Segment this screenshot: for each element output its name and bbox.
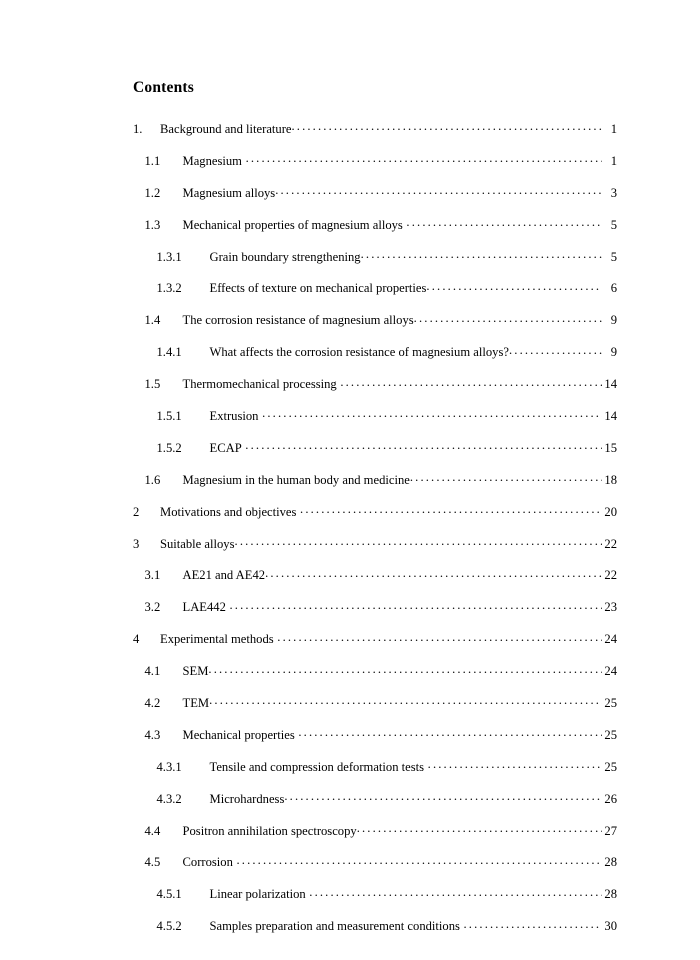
toc-entry-label: Magnesium in the human body and medicine bbox=[182, 472, 410, 487]
toc-entry-number: 4.5.1 bbox=[156, 887, 182, 902]
toc-entry[interactable] bbox=[133, 752, 617, 784]
toc-entry-label: Extrusion bbox=[209, 409, 259, 424]
toc-entry[interactable] bbox=[133, 273, 617, 305]
toc-entry-label: ECAP bbox=[209, 440, 242, 455]
toc-entry-page-number: 5 bbox=[610, 249, 617, 264]
toc-dot-leader bbox=[361, 248, 602, 261]
toc-dot-leader bbox=[265, 567, 601, 580]
toc-entry-label: Grain boundary strengthening bbox=[209, 249, 361, 264]
toc-entry-page-number: 28 bbox=[604, 855, 617, 870]
toc-dot-leader bbox=[235, 535, 602, 548]
toc-dot-leader bbox=[464, 918, 602, 931]
toc-entry-label: Linear polarization bbox=[209, 887, 306, 902]
toc-entry[interactable] bbox=[133, 624, 617, 656]
toc-entry[interactable] bbox=[133, 114, 617, 146]
toc-entry-number: 4.2 bbox=[144, 696, 161, 711]
toc-entry-label: Mechanical properties of magnesium alloys bbox=[182, 217, 403, 232]
toc-entry[interactable] bbox=[133, 465, 617, 497]
toc-entry-page-number: 9 bbox=[610, 345, 617, 360]
toc-entry-number: 1.5 bbox=[144, 377, 161, 392]
toc-dot-leader bbox=[284, 790, 601, 803]
toc-dot-leader bbox=[245, 439, 601, 452]
toc-dot-leader bbox=[340, 376, 601, 389]
toc-entry-number: 1.1 bbox=[144, 153, 161, 168]
toc-dot-leader bbox=[291, 120, 601, 133]
toc-dot-leader bbox=[428, 758, 602, 771]
toc-entry-page-number: 25 bbox=[604, 696, 617, 711]
toc-entry[interactable] bbox=[133, 210, 617, 242]
toc-entry[interactable] bbox=[133, 433, 617, 465]
toc-entry-number: 1.3 bbox=[144, 217, 161, 232]
toc-entry-label: The corrosion resistance of magnesium alloys bbox=[182, 313, 414, 328]
toc-entry-label: LAE442 bbox=[182, 600, 226, 615]
toc-entry-page-number: 14 bbox=[604, 377, 617, 392]
toc-entry-page-number: 18 bbox=[604, 472, 617, 487]
toc-entry-label: TEM bbox=[182, 696, 210, 711]
toc-entry-page-number: 25 bbox=[604, 759, 617, 774]
toc-dot-leader bbox=[426, 280, 601, 293]
toc-entry-label: Suitable alloys bbox=[160, 536, 235, 551]
toc-entry-label: What affects the corrosion resistance of magnesium alloys? bbox=[209, 345, 509, 360]
toc-entry-number: 1.6 bbox=[144, 472, 161, 487]
toc-entry[interactable] bbox=[133, 720, 617, 752]
toc-entry[interactable] bbox=[133, 369, 617, 401]
toc-entry[interactable] bbox=[133, 816, 617, 848]
toc-entry[interactable] bbox=[133, 879, 617, 911]
toc-entry-number: 3.1 bbox=[144, 568, 161, 583]
toc-entry[interactable] bbox=[133, 592, 617, 624]
toc-entry-page-number: 27 bbox=[604, 823, 617, 838]
toc-entry-number: 3.2 bbox=[144, 600, 161, 615]
table-of-contents bbox=[133, 114, 617, 943]
toc-entry-number: 3 bbox=[133, 536, 140, 551]
toc-entry[interactable] bbox=[133, 242, 617, 274]
toc-entry-page-number: 15 bbox=[604, 440, 617, 455]
toc-entry-number: 4.5 bbox=[144, 855, 161, 870]
toc-entry[interactable] bbox=[133, 560, 617, 592]
toc-dot-leader bbox=[236, 854, 601, 867]
toc-entry-label: Corrosion bbox=[182, 855, 233, 870]
toc-entry-label: Microhardness bbox=[209, 791, 285, 806]
toc-entry[interactable] bbox=[133, 656, 617, 688]
toc-entry-number: 2 bbox=[133, 504, 140, 519]
toc-entry[interactable] bbox=[133, 529, 617, 561]
toc-entry[interactable] bbox=[133, 305, 617, 337]
toc-dot-leader bbox=[410, 471, 602, 484]
toc-entry-number: 1.5.2 bbox=[156, 440, 182, 455]
toc-dot-leader bbox=[309, 886, 601, 899]
toc-dot-leader bbox=[300, 503, 601, 516]
toc-dot-leader bbox=[208, 663, 601, 676]
toc-entry-label: Effects of texture on mechanical properties bbox=[209, 281, 427, 296]
toc-entry-label: Magnesium bbox=[182, 153, 242, 168]
toc-dot-leader bbox=[277, 631, 601, 644]
toc-entry-page-number: 26 bbox=[604, 791, 617, 806]
toc-entry-number: 4.3 bbox=[144, 727, 161, 742]
toc-entry-page-number: 22 bbox=[604, 536, 617, 551]
toc-entry-number: 1.3.1 bbox=[156, 249, 182, 264]
toc-dot-leader bbox=[406, 216, 601, 229]
toc-entry-label: Motivations and objectives bbox=[160, 504, 297, 519]
toc-dot-leader bbox=[357, 822, 602, 835]
toc-dot-leader bbox=[246, 152, 602, 165]
toc-entry[interactable] bbox=[133, 178, 617, 210]
toc-entry-label: Tensile and compression deformation tests bbox=[209, 759, 425, 774]
toc-entry-label: Experimental methods bbox=[160, 632, 274, 647]
toc-entry-number: 1.4 bbox=[144, 313, 161, 328]
toc-dot-leader bbox=[414, 312, 602, 325]
toc-entry-number: 4.4 bbox=[144, 823, 161, 838]
toc-entry-page-number: 1 bbox=[610, 122, 617, 136]
toc-entry-label: Thermomechanical processing bbox=[182, 377, 337, 392]
toc-entry-number: 1. bbox=[133, 122, 143, 136]
toc-dot-leader bbox=[209, 694, 601, 707]
toc-entry-page-number: 1 bbox=[610, 153, 617, 168]
toc-entry-page-number: 24 bbox=[604, 632, 617, 647]
toc-entry-page-number: 22 bbox=[604, 568, 617, 583]
toc-entry-number: 1.2 bbox=[144, 185, 161, 200]
toc-entry[interactable] bbox=[133, 146, 617, 178]
toc-entry-label: Positron annihilation spectroscopy bbox=[182, 823, 357, 838]
toc-dot-leader bbox=[262, 407, 601, 420]
toc-entry[interactable] bbox=[133, 847, 617, 879]
toc-entry-page-number: 20 bbox=[604, 504, 617, 519]
toc-entry-number: 4.3.2 bbox=[156, 791, 182, 806]
toc-entry-number: 1.3.2 bbox=[156, 281, 182, 296]
toc-entry-page-number: 6 bbox=[610, 281, 617, 296]
toc-entry-number: 1.4.1 bbox=[156, 345, 182, 360]
toc-entry[interactable] bbox=[133, 688, 617, 720]
toc-entry-label: SEM bbox=[182, 664, 209, 679]
toc-entry-page-number: 28 bbox=[604, 887, 617, 902]
toc-entry-page-number: 3 bbox=[610, 185, 617, 200]
page-title: Contents bbox=[133, 79, 195, 96]
toc-entry-number: 4 bbox=[133, 632, 140, 647]
toc-entry-page-number: 24 bbox=[604, 664, 617, 679]
toc-entry-label: Samples preparation and measurement conditions bbox=[209, 919, 460, 934]
toc-entry-number: 4.5.2 bbox=[156, 919, 182, 934]
toc-dot-leader bbox=[229, 599, 601, 612]
toc-entry-number: 4.3.1 bbox=[156, 759, 182, 774]
toc-entry-page-number: 25 bbox=[604, 727, 617, 742]
toc-entry-page-number: 23 bbox=[604, 600, 617, 615]
toc-entry[interactable] bbox=[133, 401, 617, 433]
toc-entry-page-number: 14 bbox=[604, 409, 617, 424]
toc-entry[interactable] bbox=[133, 337, 617, 369]
toc-entry-page-number: 5 bbox=[610, 217, 617, 232]
toc-entry-page-number: 30 bbox=[604, 919, 617, 934]
toc-entry-number: 1.5.1 bbox=[156, 409, 182, 424]
toc-entry-page-number: 9 bbox=[610, 313, 617, 328]
toc-dot-leader bbox=[509, 344, 602, 357]
toc-entry-label: Background and literature bbox=[160, 122, 292, 136]
toc-entry[interactable] bbox=[133, 911, 617, 943]
toc-entry-label: AE21 and AE42 bbox=[182, 568, 266, 583]
toc-entry-number: 4.1 bbox=[144, 664, 161, 679]
toc-dot-leader bbox=[298, 726, 601, 739]
toc-entry-label: Mechanical properties bbox=[182, 727, 295, 742]
toc-dot-leader bbox=[275, 184, 601, 197]
toc-entry[interactable] bbox=[133, 497, 617, 529]
toc-entry[interactable] bbox=[133, 784, 617, 816]
toc-entry-label: Magnesium alloys bbox=[182, 185, 276, 200]
